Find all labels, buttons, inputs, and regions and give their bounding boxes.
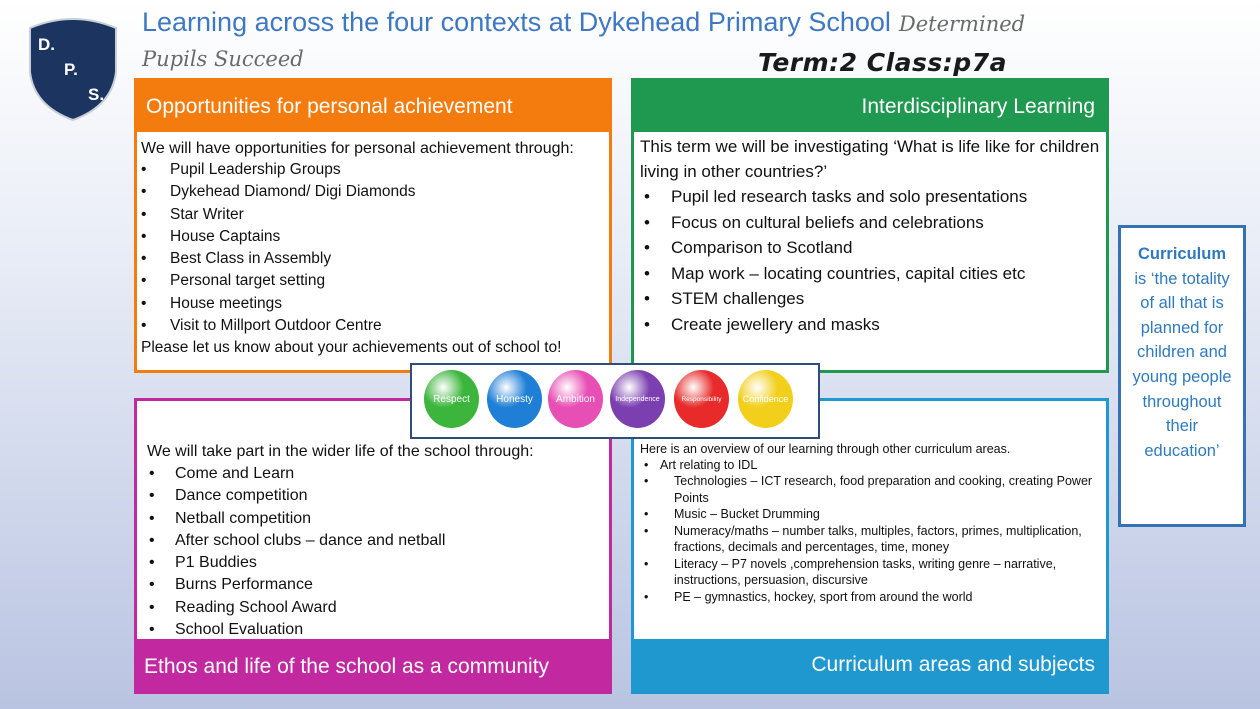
- curriculum-quote-text: is ‘the totality of all that is planned for children and young people throughout their education’: [1132, 269, 1232, 460]
- logo-letter-p: P.: [64, 60, 78, 79]
- logo-letter-d: D.: [38, 35, 55, 54]
- curriculum-word: Curriculum: [1137, 245, 1226, 263]
- term-class-label: Term:2 Class:p7a: [758, 48, 1007, 77]
- idl-heading: Interdisciplinary Learning: [861, 95, 1095, 118]
- list-item: • School Evaluation: [147, 619, 601, 641]
- list-item: • Numeracy/maths – number talks, multiples, factors, primes, multiplication, fractions, decimals and percentages, time, money: [640, 523, 1100, 556]
- balloon-responsibility: [674, 370, 729, 428]
- list-item: • Dance competition: [147, 485, 601, 507]
- list-item: • Pupil Leadership Groups: [141, 159, 605, 181]
- list-item: • Art relating to IDL: [640, 457, 1100, 473]
- balloon-independence: [610, 370, 665, 428]
- idl-list: [640, 184, 1100, 337]
- list-item: • Visit to Millport Outdoor Centre: [141, 315, 605, 337]
- personal-achievement-content: [137, 132, 609, 370]
- list-item: • House Captains: [141, 226, 605, 248]
- list-item: • Create jewellery and masks: [640, 312, 1100, 338]
- balloon-honesty: [487, 370, 542, 428]
- curriculum-areas-intro: Here is an overview of our learning through other curriculum areas.: [640, 442, 1011, 456]
- list-item: • Technologies – ICT research, food preparation and cooking, creating Power Points: [640, 473, 1100, 506]
- school-values-strip: [410, 363, 820, 439]
- personal-achievement-panel: [134, 78, 612, 373]
- value-label: Responsibility: [681, 395, 722, 403]
- list-item: • Come and Learn: [147, 463, 601, 485]
- curriculum-areas-heading: Curriculum areas and subjects: [811, 653, 1095, 676]
- list-item: • House meetings: [141, 293, 605, 315]
- personal-achievement-outro: Please let us know about your achievements out of school to!: [141, 339, 562, 357]
- curriculum-areas-list: [640, 473, 1100, 605]
- personal-achievement-list: [141, 159, 605, 337]
- balloon-ambition: [548, 370, 603, 428]
- list-item: • Best Class in Assembly: [141, 248, 605, 270]
- ethos-list: [147, 463, 601, 641]
- personal-achievement-intro: We will have opportunities for personal achievement through:: [141, 140, 574, 157]
- school-logo: [24, 10, 122, 122]
- curriculum-areas-first-list: [640, 457, 1100, 473]
- balloon-respect: [424, 370, 479, 428]
- ethos-intro: We will take part in the wider life of the school through:: [147, 443, 534, 460]
- ethos-panel: [134, 398, 612, 694]
- idl-content: [634, 132, 1106, 370]
- value-label: Respect: [433, 393, 470, 405]
- school-motto: Determined Pupils Succeed: [142, 12, 1026, 71]
- list-item: • Literacy – P7 novels ,comprehension tasks, writing genre – narrative, instructions, persuasion, discursive: [640, 556, 1100, 589]
- idl-intro: This term we will be investigating ‘What is life like for children living in other countries?’: [640, 137, 1100, 181]
- list-item: • Reading School Award: [147, 597, 601, 619]
- personal-achievement-heading: Opportunities for personal achievement: [146, 95, 513, 118]
- list-item: • Star Writer: [141, 204, 605, 226]
- logo-letter-s: S.: [88, 85, 105, 104]
- list-item: • Music – Bucket Drumming: [640, 506, 1100, 523]
- value-label: Ambition: [556, 393, 595, 405]
- balloon-confidence: [738, 370, 793, 428]
- title-text: Learning across the four contexts at Dykehead Primary School: [142, 7, 891, 37]
- value-label: Confidence: [742, 394, 789, 404]
- ethos-heading: Ethos and life of the school as a community: [144, 655, 550, 678]
- curriculum-definition-box: [1118, 225, 1246, 527]
- list-item: • PE – gymnastics, hockey, sport from around the world: [640, 589, 1100, 606]
- list-item: • Netball competition: [147, 508, 601, 530]
- list-item: • Pupil led research tasks and solo presentations: [640, 184, 1100, 210]
- list-item: • Personal target setting: [141, 270, 605, 292]
- value-label: Honesty: [496, 393, 533, 405]
- list-item: • Map work – locating countries, capital cities etc: [640, 261, 1100, 287]
- list-item: • STEM challenges: [640, 286, 1100, 312]
- list-item: • After school clubs – dance and netball: [147, 530, 601, 552]
- idl-panel: [631, 78, 1109, 373]
- list-item: • Comparison to Scotland: [640, 235, 1100, 261]
- list-item: • Burns Performance: [147, 574, 601, 596]
- value-label: Independence: [615, 395, 660, 403]
- list-item: • Focus on cultural beliefs and celebrations: [640, 210, 1100, 236]
- list-item: • P1 Buddies: [147, 552, 601, 574]
- list-item: • Dykehead Diamond/ Digi Diamonds: [141, 181, 605, 203]
